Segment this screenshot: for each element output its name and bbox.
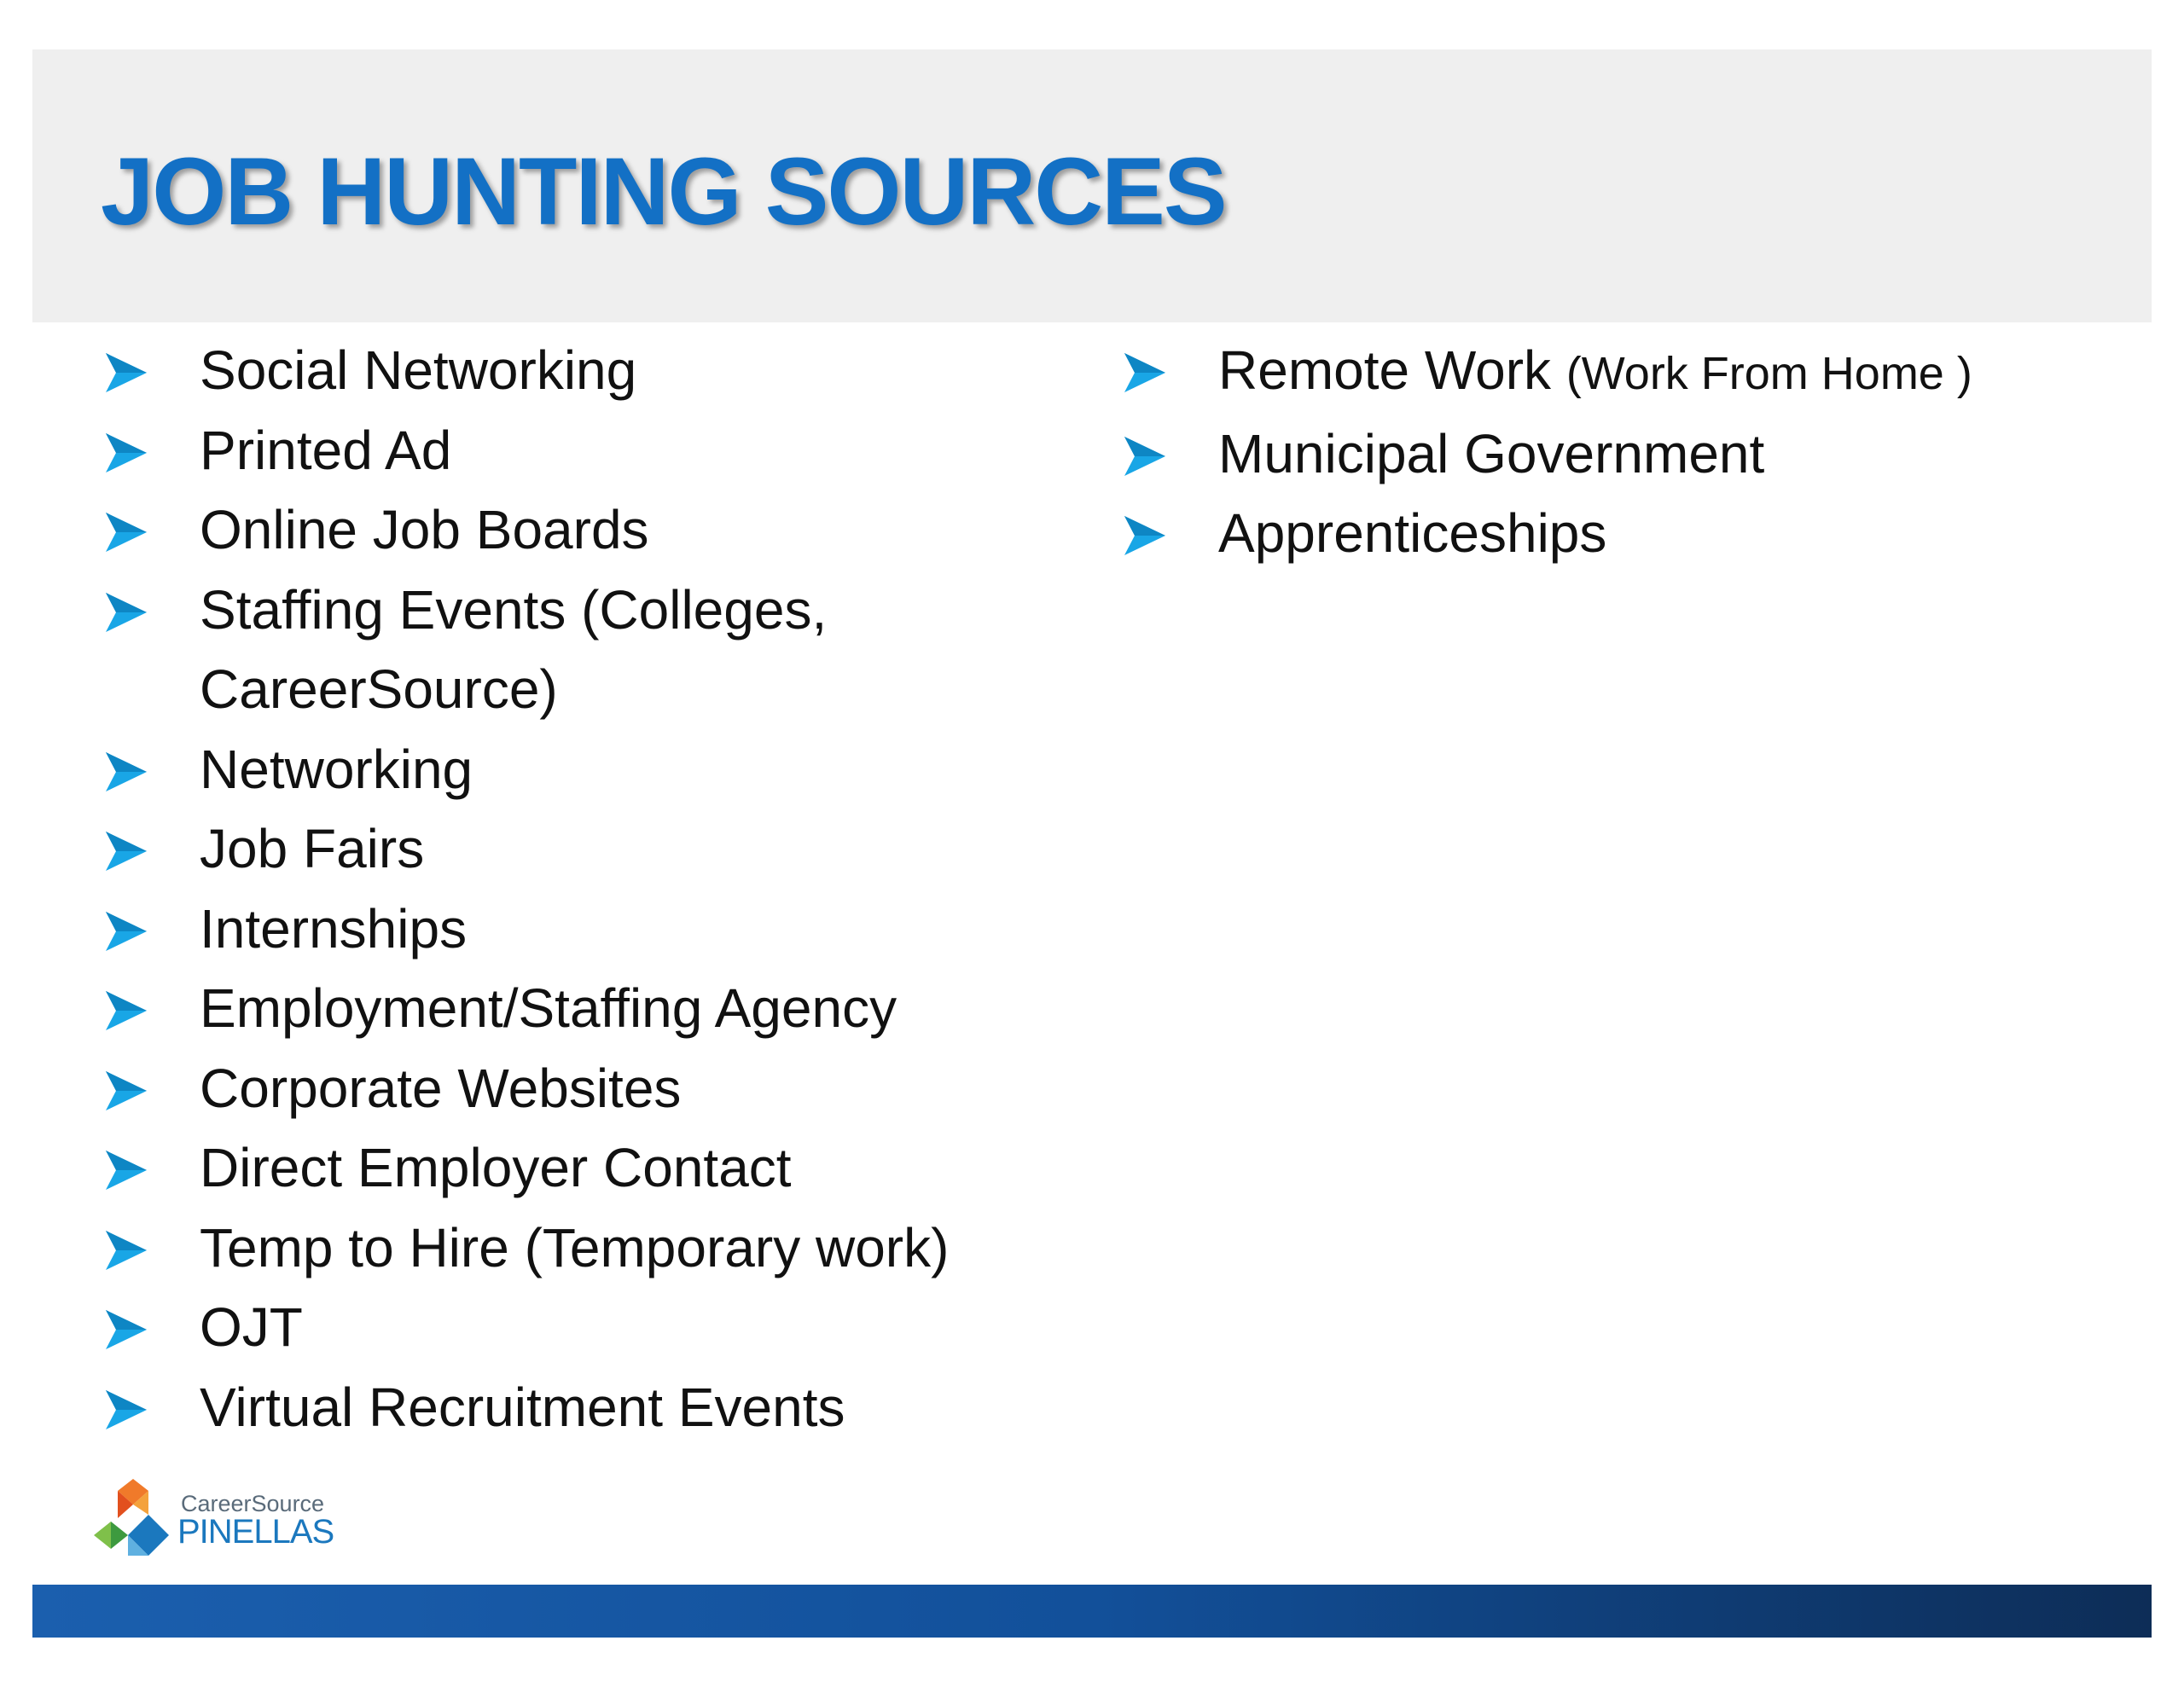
list-item: [1119, 415, 2126, 495]
slide-title: JOB HUNTING SOURCES: [101, 138, 1226, 245]
right-bullet-list: [1119, 331, 2126, 574]
list-item-text: Apprenticeships: [1218, 502, 1607, 564]
list-item: [101, 571, 1090, 730]
arrowhead-bullet-icon: [104, 510, 148, 554]
arrowhead-bullet-icon: [1123, 513, 1167, 558]
footer-bar: [32, 1585, 2152, 1638]
arrowhead-bullet-icon: [1123, 434, 1167, 478]
list-item: [101, 890, 1090, 970]
list-item: [101, 1049, 1090, 1129]
logo-text-careersource: CareerSource: [181, 1491, 325, 1516]
list-item: [101, 411, 1090, 491]
list-item: [101, 1128, 1090, 1209]
arrowhead-bullet-icon: [104, 1069, 148, 1113]
list-item-text: Virtual Recruitment Events: [200, 1376, 845, 1438]
list-item: [101, 1209, 1090, 1289]
list-item-text: Networking: [200, 738, 473, 800]
arrowhead-bullet-icon: [1123, 351, 1167, 395]
list-item: [101, 1288, 1090, 1368]
list-item: [101, 969, 1090, 1049]
arrowhead-bullet-icon: [104, 750, 148, 794]
list-item-text: Corporate Websites: [200, 1057, 682, 1119]
careersource-pinellas-logo: [90, 1474, 334, 1568]
list-item: [1119, 494, 2126, 574]
arrowhead-bullet-icon: [104, 988, 148, 1033]
left-bullet-list: [101, 331, 1090, 1447]
arrowhead-bullet-icon: [104, 829, 148, 873]
careersource-logo-icon: [90, 1474, 184, 1568]
list-item: [101, 490, 1090, 571]
arrowhead-bullet-icon: [104, 590, 148, 635]
arrowhead-bullet-icon: [104, 1228, 148, 1272]
list-item-text: OJT: [200, 1296, 303, 1358]
list-item-text: Online Job Boards: [200, 499, 649, 560]
arrowhead-bullet-icon: [104, 431, 148, 475]
list-item-text: Social Networking: [200, 339, 637, 401]
list-item-text: Employment/Staffing Agency: [200, 977, 897, 1039]
list-item-text: Municipal Government: [1218, 422, 1765, 484]
list-item: [101, 331, 1090, 411]
logo-text-pinellas: PINELLAS: [177, 1513, 334, 1551]
list-item: [101, 1368, 1090, 1448]
list-item-text: Remote Work: [1218, 339, 1552, 401]
arrowhead-bullet-icon: [104, 1148, 148, 1192]
arrowhead-bullet-icon: [104, 1388, 148, 1432]
arrowhead-bullet-icon: [104, 909, 148, 954]
list-item-text: Direct Employer Contact: [200, 1137, 792, 1198]
list-item: [1119, 331, 2126, 415]
list-item-text: Printed Ad: [200, 419, 452, 481]
list-item: [101, 730, 1090, 810]
arrowhead-bullet-icon: [104, 1307, 148, 1352]
list-item-text: Temp to Hire (Temporary work): [200, 1216, 950, 1278]
arrowhead-bullet-icon: [104, 351, 148, 395]
list-item-text: Job Fairs: [200, 818, 425, 879]
list-item: [101, 809, 1090, 890]
list-item-text: Internships: [200, 897, 468, 959]
list-item-text: Staffing Events (Colleges, CareerSource): [200, 578, 828, 720]
list-item-note: (Work From Home ): [1565, 348, 1972, 399]
